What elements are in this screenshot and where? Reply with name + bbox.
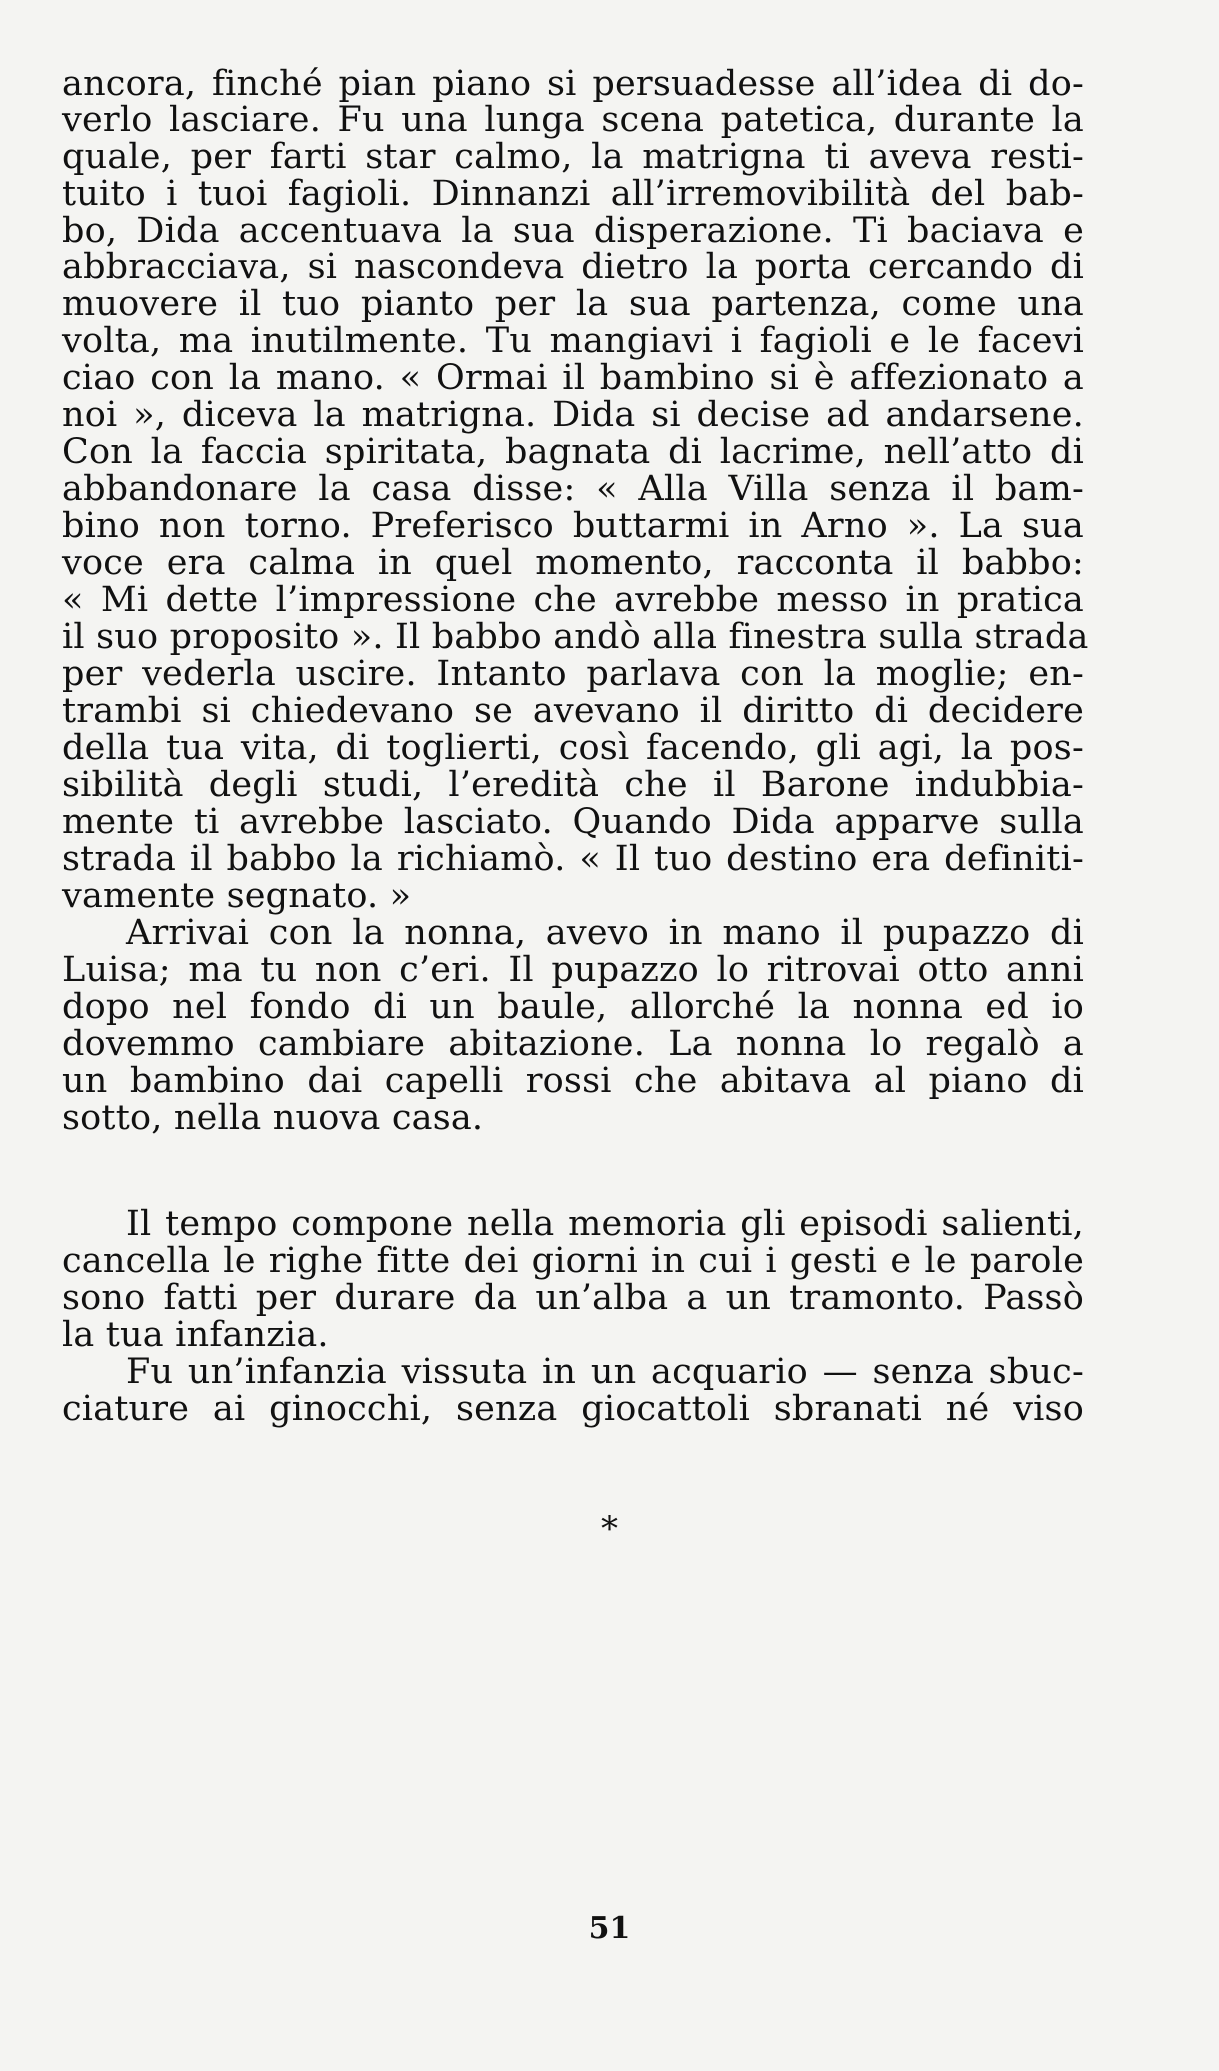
text-line: abbracciava, si nascondeva dietro la porta cercando di [62, 247, 1084, 287]
text-line: cancella le righe fitte dei giorni in cui i gesti e le parole [62, 1241, 1084, 1281]
text-line: della tua vita, di toglierti, così facendo, gli agi, la pos- [62, 728, 1084, 768]
text-line: strada il babbo la richiamò. « Il tuo destino era definiti- [62, 839, 1084, 879]
text-line: dopo nel fondo di un baule, allorché la nonna ed io [62, 987, 1084, 1027]
text-line: tuito i tuoi fagioli. Dinnanzi all’irremovibilità del bab- [62, 174, 1084, 214]
text-line: ciao con la mano. « Ormai il bambino si è affezionato a [62, 358, 1084, 398]
text-line: quale, per farti star calmo, la matrigna ti aveva resti- [62, 137, 1084, 177]
text-line: bo, Dida accentuava la sua disperazione. Ti baciava e [62, 211, 1084, 251]
text-line: ancora, finché pian piano si persuadesse all’idea di do- [62, 64, 1084, 104]
page-number: 51 [588, 1911, 631, 1946]
text-line: abbandonare la casa disse: « Alla Villa senza il bam- [62, 469, 1084, 509]
text-line: sotto, nella nuova casa. [62, 1098, 484, 1138]
text-line: ciature ai ginocchi, senza giocattoli sbranati né viso [62, 1389, 1084, 1429]
text-line: mente ti avrebbe lasciato. Quando Dida apparve sulla [62, 802, 1084, 842]
text-line: per vederla uscire. Intanto parlava con la moglie; en- [62, 654, 1084, 694]
text-line: « Mi dette l’impressione che avrebbe messo in pratica [62, 580, 1084, 620]
text-line: il suo proposito ». Il babbo andò alla finestra sulla strada [62, 617, 1089, 657]
text-line: sibilità degli studi, l’eredità che il Barone indubbia- [62, 765, 1084, 805]
section-separator: * [601, 1509, 618, 1549]
text-line: vamente segnato. » [62, 876, 412, 916]
text-line: Il tempo compone nella memoria gli episodi salienti, [126, 1204, 1084, 1244]
text-line: Arrivai con la nonna, avevo in mano il pupazzo di [126, 913, 1084, 953]
text-line: noi », diceva la matrigna. Dida si decise ad andarsene. [62, 395, 1084, 435]
text-line: trambi si chiedevano se avevano il diritto di decidere [62, 691, 1084, 731]
text-line: muovere il tuo pianto per la sua partenza, come una [62, 284, 1084, 324]
text-line: voce era calma in quel momento, racconta il babbo: [62, 543, 1084, 583]
text-line: dovemmo cambiare abitazione. La nonna lo regalò a [62, 1024, 1084, 1064]
text-line: la tua infanzia. [62, 1315, 329, 1355]
text-line: verlo lasciare. Fu una lunga scena patetica, durante la [62, 100, 1084, 140]
text-line: un bambino dai capelli rossi che abitava al piano di [62, 1061, 1084, 1101]
text-line: Fu un’infanzia vissuta in un acquario — senza sbuc- [126, 1352, 1084, 1392]
text-line: Luisa; ma tu non c’eri. Il pupazzo lo ritrovai otto anni [62, 950, 1084, 990]
text-line: bino non torno. Preferisco buttarmi in Arno ». La sua [62, 506, 1084, 546]
text-line: sono fatti per durare da un’alba a un tramonto. Passò [62, 1278, 1084, 1318]
text-line: volta, ma inutilmente. Tu mangiavi i fagioli e le facevi [62, 321, 1084, 361]
text-line: Con la faccia spiritata, bagnata di lacrime, nell’atto di [62, 432, 1084, 472]
